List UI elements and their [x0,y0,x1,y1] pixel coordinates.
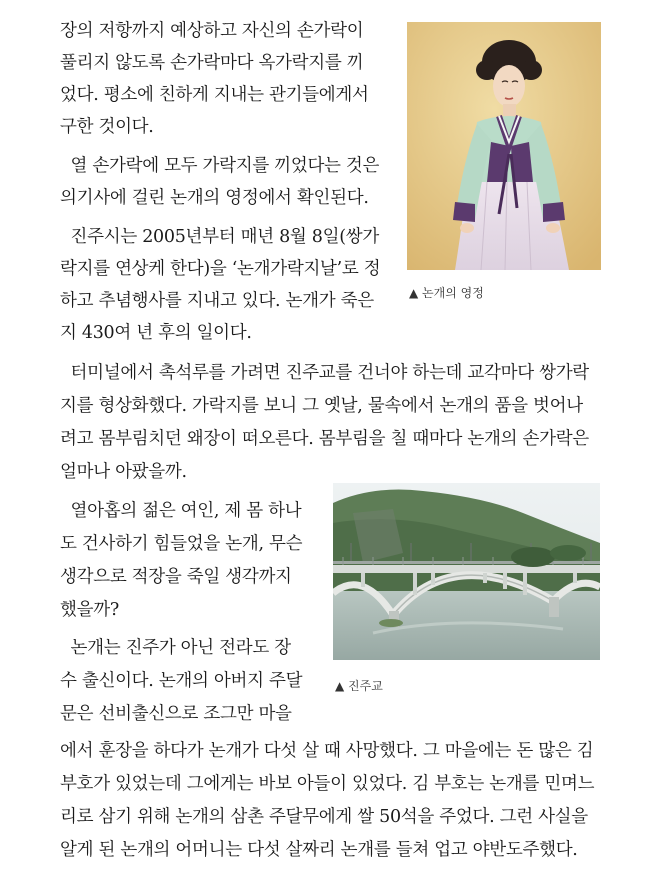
text-line: 의기사에 걸린 논개의 영정에서 확인된다. [60,188,369,208]
bridge-caption: ▲ 진주교 [335,679,383,693]
portrait-caption: ▲ 논개의 영정 [409,286,484,300]
portrait-painting-icon [407,22,601,270]
text-line: 락지를 연상케 한다)을 ‘논개가락지날’로 정 [60,259,381,279]
text-line: 었다. 평소에 친하게 지내는 관기들에게서 [60,85,369,105]
text-line: 풀리지 않도록 손가락마다 옥가락지를 끼 [60,53,364,73]
text-line: 에서 훈장을 하다가 논개가 다섯 살 때 사망했다. 그 마을에는 돈 많은 김 [60,741,594,761]
text-line: 려고 몸부림치던 왜장이 떠오른다. 몸부림을 칠 때마다 논개의 손가락은 [60,429,589,449]
text-line: 수 출신이다. 논개의 아버지 주달 [60,671,303,691]
text-line: 도 건사하기 힘들었을 논개, 무슨 [60,534,303,554]
text-line: 터미널에서 촉석루를 가려면 진주교를 건너야 하는데 교각마다 쌍가락 [60,363,589,383]
bridge-photo-icon [333,483,600,660]
text-line: 열 손가락에 모두 가락지를 끼었다는 것은 [60,156,380,176]
text-line: 문은 선비출신으로 조그만 마을 [60,704,292,724]
text-line: 지를 형상화했다. 가락지를 보니 그 옛날, 물속에서 논개의 품을 벗어나 [60,396,583,416]
text-line: 열아홉의 젊은 여인, 제 몸 하나 [60,501,302,521]
text-line: 생각으로 적장을 죽일 생각까지 [60,567,292,587]
text-line: 부호가 있었는데 그에게는 바보 아들이 있었다. 김 부호는 논개를 민며느 [60,774,595,794]
text-line: 논개는 진주가 아닌 전라도 장 [60,638,291,658]
text-line: 했을까? [60,600,119,620]
text-line: 진주시는 2005년부터 매년 8월 8일(쌍가 [60,227,379,247]
text-line: 리로 삼기 위해 논개의 삼촌 주달무에게 쌀 50석을 주었다. 그런 사실을 [60,807,588,827]
text-line: 장의 저항까지 예상하고 자신의 손가락이 [60,21,364,41]
text-line: 구한 것이다. [60,117,154,137]
bridge-photo-image [333,483,600,660]
text-line: 하고 추념행사를 지내고 있다. 논개가 죽은 [60,291,374,311]
portrait-painting-image [407,22,601,270]
text-line: 알게 된 논개의 어머니는 다섯 살짜리 논개를 들쳐 업고 야반도주했다. [60,840,578,860]
text-line: 얼마나 아팠을까. [60,462,187,482]
text-line: 지 430여 년 후의 일이다. [60,323,252,343]
